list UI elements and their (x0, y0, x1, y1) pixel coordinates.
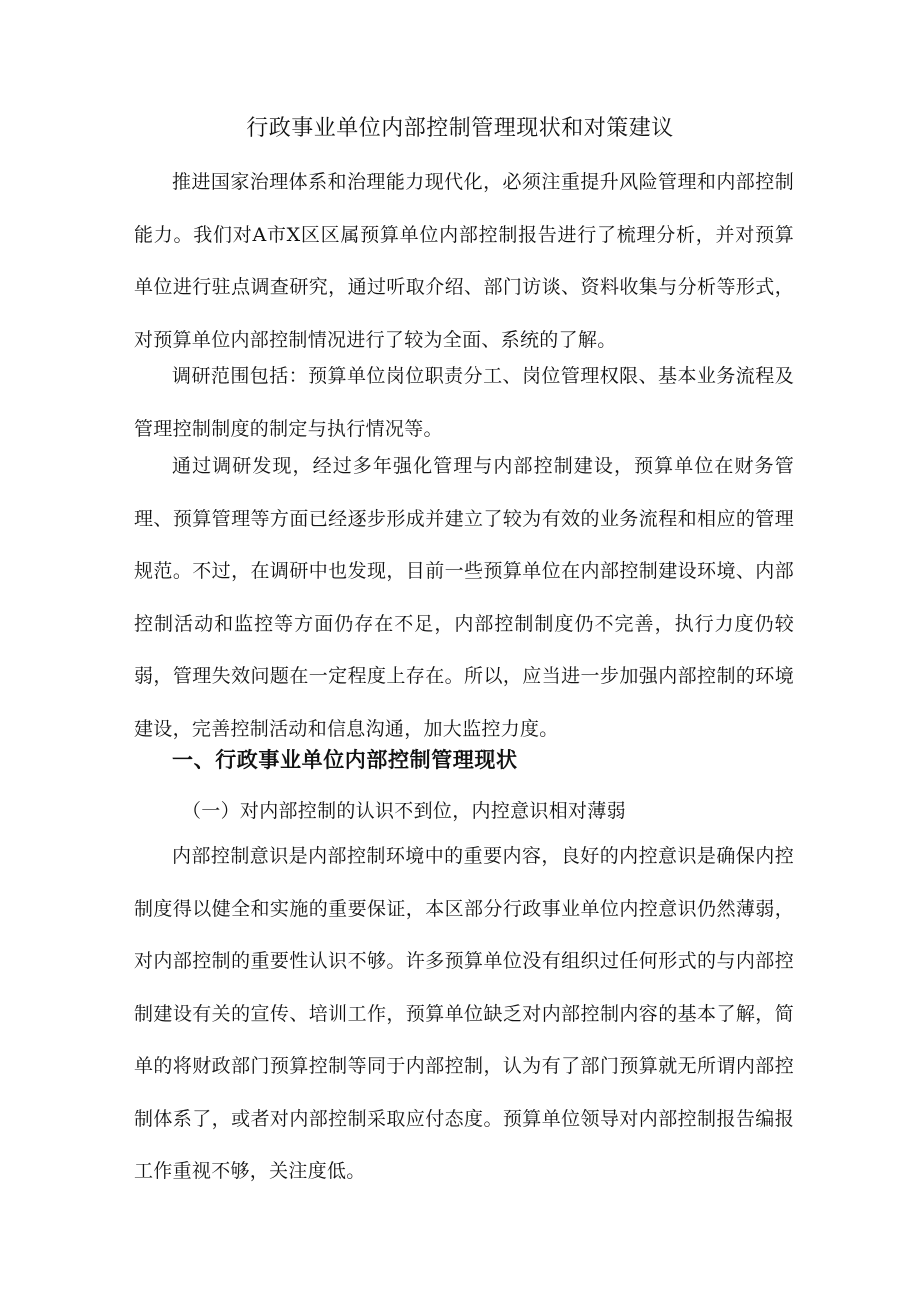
document-title: 行政事业单位内部控制管理现状和对策建议 (246, 116, 674, 141)
findings-paragraph: 通过调研发现，经过多年强化管理与内部控制建设，预算单位在财务管理、预算管理等方面已经逐步形成并建立了较为有效的业务流程和相应的管理规范。不过，在调研中也发现，目前一些预算单位在内部控制建设环境、内部控制活动和监控等方面仍存在不足，内部控制制度仍不完善，执行力度仍较弱，管理失效问题在一定程度上存在。所以，应当进一步加强内部控制的环境建设，完善控制活动和信息沟通，加大监控力度。 (134, 455, 794, 740)
awareness-paragraph: 内部控制意识是内部控制环境中的重要内容，良好的内控意识是确保内控制度得以健全和实施的重要保证，本区部分行政事业单位内控意识仍然薄弱，对内部控制的重要性认识不够。许多预算单位没有组织过任何形式的与内部控制建设有关的宣传、培训工作，预算单位缺乏对内部控制内容的基本了解，简单的将财政部门预算控制等同于内部控制，认为有了部门预算就无所谓内部控制体系了，或者对内部控制采取应付态度。预算单位领导对内部控制报告编报工作重视不够，关注度低。 (134, 845, 794, 1182)
scope-paragraph: 调研范围包括：预算单位岗位职责分工、岗位管理权限、基本业务流程及管理控制制度的制定与执行情况等。 (134, 365, 794, 440)
subsection-heading: （一）对内部控制的认识不到位，内控意识相对薄弱 (182, 800, 626, 822)
section-heading: 一、行政事业单位内部控制管理现状 (172, 748, 518, 772)
intro-paragraph: 推进国家治理体系和治理能力现代化，必须注重提升风险管理和内部控制能力。我们对A市X区区属预算单位内部控制报告进行了梳理分析，并对预算单位进行驻点调查研究，通过听取介绍、部门访谈、资料收集与分析等形式，对预算单位内部控制情况进行了较为全面、系统的了解。 (134, 171, 794, 351)
